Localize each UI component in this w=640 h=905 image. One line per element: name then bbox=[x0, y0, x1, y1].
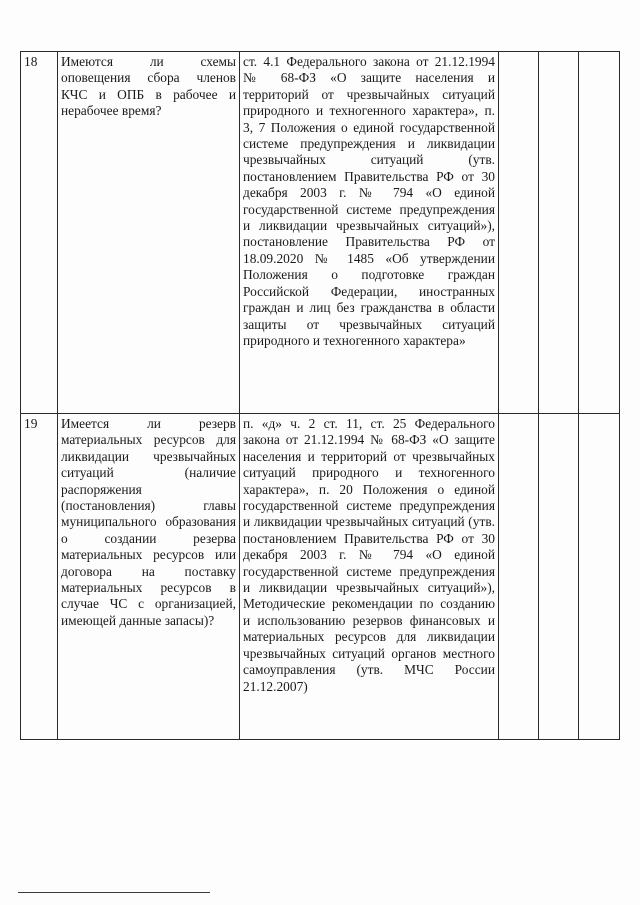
row-number: 18 bbox=[21, 52, 58, 414]
legal-basis-cell: ст. 4.1 Федерального закона от 21.12.1994 № 68-ФЗ «О защите населения и территорий от чрезвычайных ситуаций природного и техногенного характера», п. 3, 7 Положения о единой государственной системе предупреждения и ликвидации чрезвычайных ситуаций (утв. постановлением Правительства РФ от 30 декабря 2003 г. № 794 «О единой государственной системе предупреждения и ликвидации чрезвычайных ситуаций»), постановление Правительства РФ от 18.09.2020 № 1485 «Об утверждении Положения о подготовке граждан Российской Федерации, иностранных граждан и лиц без гражданства в области защиты от чрезвычайных ситуаций природного и техногенного характера» bbox=[240, 52, 499, 414]
table-row bbox=[21, 52, 620, 414]
table-row bbox=[21, 414, 620, 740]
answer-not-applicable-cell bbox=[579, 414, 620, 740]
answer-not-applicable-cell bbox=[579, 52, 620, 414]
answer-yes-cell bbox=[499, 414, 539, 740]
answer-no-cell bbox=[539, 414, 579, 740]
row-number: 19 bbox=[21, 414, 58, 740]
question-cell: Имеется ли резерв материальных ресурсов для ликвидации чрезвычайных ситуаций (наличие распоряжения (постановления) главы муниципального образования о создании резерва материальных ресурсов или договора на поставку материальных ресурсов в случае ЧС с организацией, имеющей данные запасы)? bbox=[58, 414, 240, 740]
answer-yes-cell bbox=[499, 52, 539, 414]
question-cell: Имеются ли схемы оповещения сбора членов КЧС и ОПБ в рабочее и нерабочее время? bbox=[58, 52, 240, 414]
checklist-table bbox=[20, 51, 620, 740]
footnote-separator-line bbox=[18, 892, 210, 893]
legal-basis-cell: п. «д» ч. 2 ст. 11, ст. 25 Федерального закона от 21.12.1994 № 68-ФЗ «О защите населения и территорий от чрезвычайных ситуаций природного и техногенного характера», п. 20 Положения о единой государственной системе предупреждения и ликвидации чрезвычайных ситуаций (утв. постановлением Правительства РФ от 30 декабря 2003 г. № 794 «О единой государственной системе предупреждения и ликвидации чрезвычайных ситуаций»), Методические рекомендации по созданию и использованию резервов финансовых и материальных ресурсов для ликвидации чрезвычайных ситуаций органов местного самоуправления (утв. МЧС России 21.12.2007) bbox=[240, 414, 499, 740]
answer-no-cell bbox=[539, 52, 579, 414]
